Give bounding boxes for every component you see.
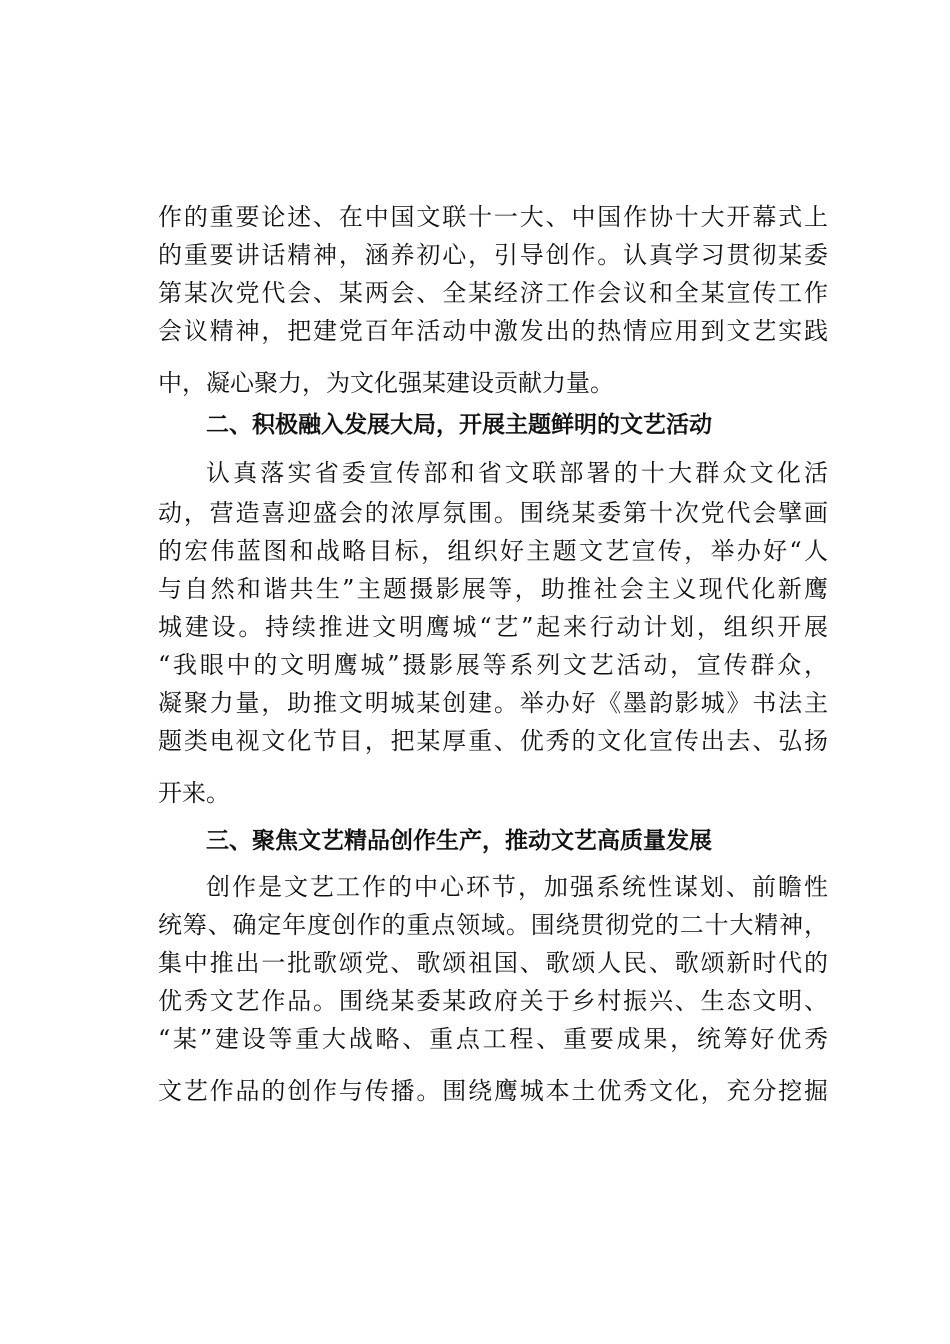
paragraph-line: 第某次党代会、某两会、全某经济工作会议和全某宣传工作 <box>158 279 828 307</box>
paragraph-line: 的重要讲话精神，涵养初心，引导创作。认真学习贯彻某委 <box>158 241 828 269</box>
paragraph-line: “我眼中的文明鹰城”摄影展等系列文艺活动，宣传群众， <box>158 651 828 679</box>
paragraph-line: 文艺作品的创作与传播。围绕鹰城本土优秀文化，充分挖掘 <box>158 1077 828 1105</box>
paragraph-line: 统筹、确定年度创作的重点领域。围绕贯彻党的二十大精神， <box>158 911 828 939</box>
paragraph-line: 创作是文艺工作的中心环节，加强系统性谋划、前瞻性 <box>206 873 828 901</box>
paragraph-line: 凝聚力量，助推文明城某创建。举办好《墨韵影城》书法主 <box>158 689 828 717</box>
paragraph-line: 中，凝心聚力，为文化强某建设贡献力量。 <box>158 369 614 397</box>
paragraph-line: 动，营造喜迎盛会的浓厚氛围。围绕某委第十次党代会擘画 <box>158 499 828 527</box>
paragraph-line: 开来。 <box>158 779 230 807</box>
paragraph-line: 题类电视文化节目，把某厚重、优秀的文化宣传出去、弘扬 <box>158 727 828 755</box>
paragraph-line: 认真落实省委宣传部和省文联部署的十大群众文化活 <box>206 459 828 487</box>
paragraph-line: 会议精神，把建党百年活动中激发出的热情应用到文艺实践 <box>158 317 828 345</box>
paragraph-line: 城建设。持续推进文明鹰城“艺”起来行动计划，组织开展 <box>158 613 828 641</box>
paragraph-line: 集中推出一批歌颂党、歌颂祖国、歌颂人民、歌颂新时代的 <box>158 949 828 977</box>
paragraph-line: “某”建设等重大战略、重点工程、重要成果，统筹好优秀 <box>158 1025 828 1053</box>
section-heading: 二、积极融入发展大局，开展主题鲜明的文艺活动 <box>206 412 712 438</box>
paragraph-line: 与自然和谐共生”主题摄影展等，助推社会主义现代化新鹰 <box>158 575 828 603</box>
paragraph-line: 的宏伟蓝图和战略目标，组织好主题文艺宣传，举办好“人 <box>158 537 828 565</box>
paragraph-line: 优秀文艺作品。围绕某委某政府关于乡村振兴、生态文明、 <box>158 987 828 1015</box>
section-heading: 三、聚焦文艺精品创作生产，推动文艺高质量发展 <box>206 828 712 854</box>
paragraph-line: 作的重要论述、在中国文联十一大、中国作协十大开幕式上 <box>158 203 828 231</box>
